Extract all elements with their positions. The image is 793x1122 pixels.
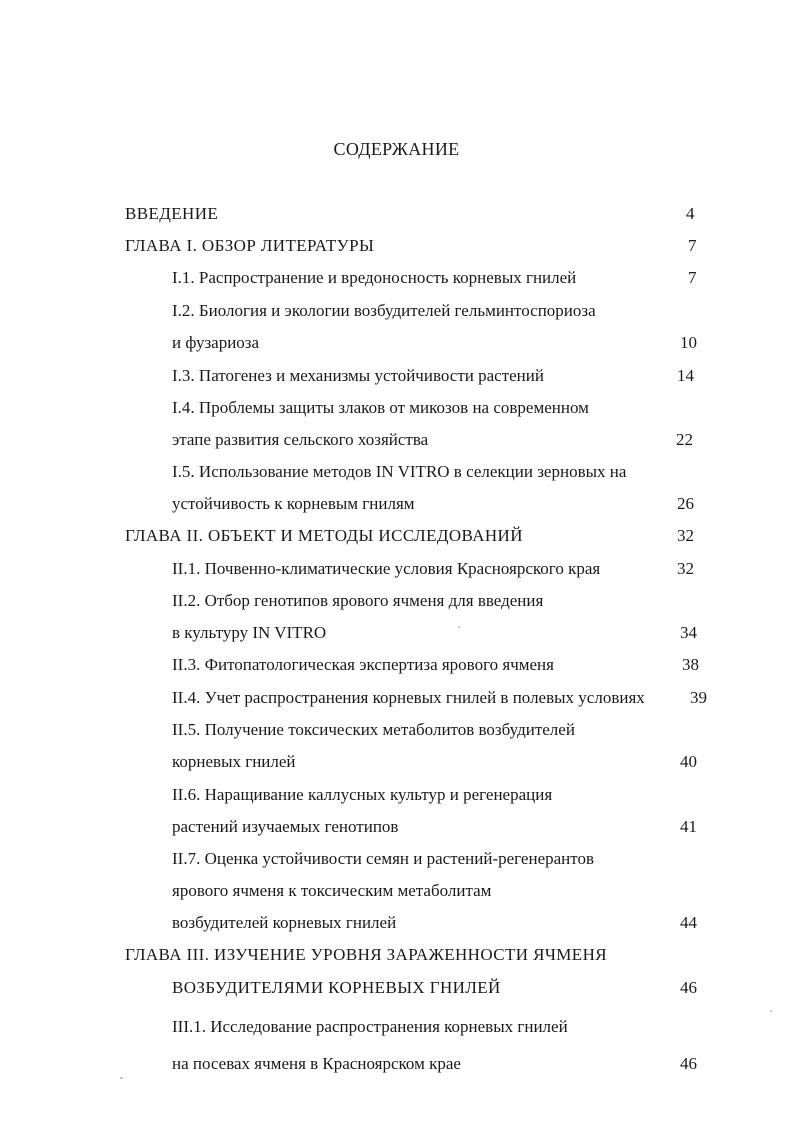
toc-entry-3-1-cont: на посевах ячменя в Красноярском крае	[172, 1054, 461, 1073]
toc-entry-2-5-cont: корневых гнилей	[172, 752, 296, 771]
toc-page-number: 40	[680, 752, 697, 771]
toc-entry-2-6: II.6. Наращивание каллусных культур и регенерация	[172, 785, 553, 804]
toc-page-number: 38	[682, 655, 699, 674]
toc-page-number: 39	[690, 688, 707, 707]
toc-page-number: 7	[688, 236, 697, 255]
toc-page-number: 10	[680, 333, 697, 352]
toc-entry-1-1: I.1. Распространение и вредоносность корневых гнилей	[172, 268, 577, 287]
toc-entry-2-2: II.2. Отбор генотипов ярового ячменя для введения	[172, 591, 544, 610]
toc-entry-1-2-cont: и фузариоза	[172, 333, 260, 352]
toc-entry-1-5-cont: устойчивость к корневым гнилям	[172, 494, 415, 513]
toc-entry-1-4: I.4. Проблемы защиты злаков от микозов на современном	[172, 398, 589, 417]
toc-entry-chapter-3: ГЛАВА III. ИЗУЧЕНИЕ УРОВНЯ ЗАРАЖЕННОСТИ ЯЧМЕНЯ	[125, 945, 607, 964]
toc-entry-1-5: I.5. Использование методов IN VITRO в селекции зерновых на	[172, 462, 627, 481]
toc-entry-1-2: I.2. Биология и экологии возбудителей гельминтоспориоза	[172, 301, 596, 320]
toc-entry-2-7-cont: возбудителей корневых гнилей	[172, 913, 397, 932]
toc-entry-2-6-cont: растений изучаемых генотипов	[172, 817, 399, 836]
toc-page-number: 32	[677, 559, 694, 578]
scan-speck	[120, 1077, 123, 1079]
toc-page-number: 41	[680, 817, 697, 836]
toc-page-number: 26	[677, 494, 694, 513]
toc-entry-2-7-cont: ярового ячменя к токсическим метаболитам	[172, 881, 492, 900]
toc-entry-1-4-cont: этапе развития сельского хозяйства	[172, 430, 429, 449]
toc-entry-2-3: II.3. Фитопатологическая экспертиза ярового ячменя	[172, 655, 554, 674]
toc-entry-2-5: II.5. Получение токсических метаболитов возбудителей	[172, 720, 575, 739]
toc-entry-2-4: II.4. Учет распространения корневых гнилей в полевых условиях	[172, 688, 645, 707]
page-title: СОДЕРЖАНИЕ	[333, 139, 460, 159]
toc-entry-introduction: ВВЕДЕНИЕ	[125, 204, 219, 223]
toc-entry-2-2-cont: в культуру IN VITRO	[172, 623, 327, 642]
toc-page-number: 32	[677, 526, 694, 545]
toc-page-number: 44	[680, 913, 697, 932]
scan-speck	[770, 1010, 772, 1012]
toc-page-number: 46	[680, 978, 697, 997]
toc-entry-chapter-1: ГЛАВА I. ОБЗОР ЛИТЕРАТУРЫ	[125, 236, 375, 255]
toc-page-number: 34	[680, 623, 697, 642]
toc-entry-2-7: II.7. Оценка устойчивости семян и растений-регенерантов	[172, 849, 594, 868]
toc-entry-1-3: I.3. Патогенез и механизмы устойчивости растений	[172, 366, 544, 385]
scan-speck	[458, 626, 460, 628]
toc-page-number: 7	[688, 268, 697, 287]
toc-entry-2-1: II.1. Почвенно-климатические условия Красноярского края	[172, 559, 601, 578]
toc-page-number: 4	[686, 204, 695, 223]
toc-page-number: 46	[680, 1054, 697, 1073]
toc-page-number: 22	[676, 430, 693, 449]
toc-entry-chapter-2: ГЛАВА II. ОБЪЕКТ И МЕТОДЫ ИССЛЕДОВАНИЙ	[125, 526, 523, 545]
toc-entry-3-1: III.1. Исследование распространения корневых гнилей	[172, 1017, 568, 1036]
toc-entry-chapter-3-cont: ВОЗБУДИТЕЛЯМИ КОРНЕВЫХ ГНИЛЕЙ	[172, 978, 501, 997]
toc-page-number: 14	[677, 366, 694, 385]
